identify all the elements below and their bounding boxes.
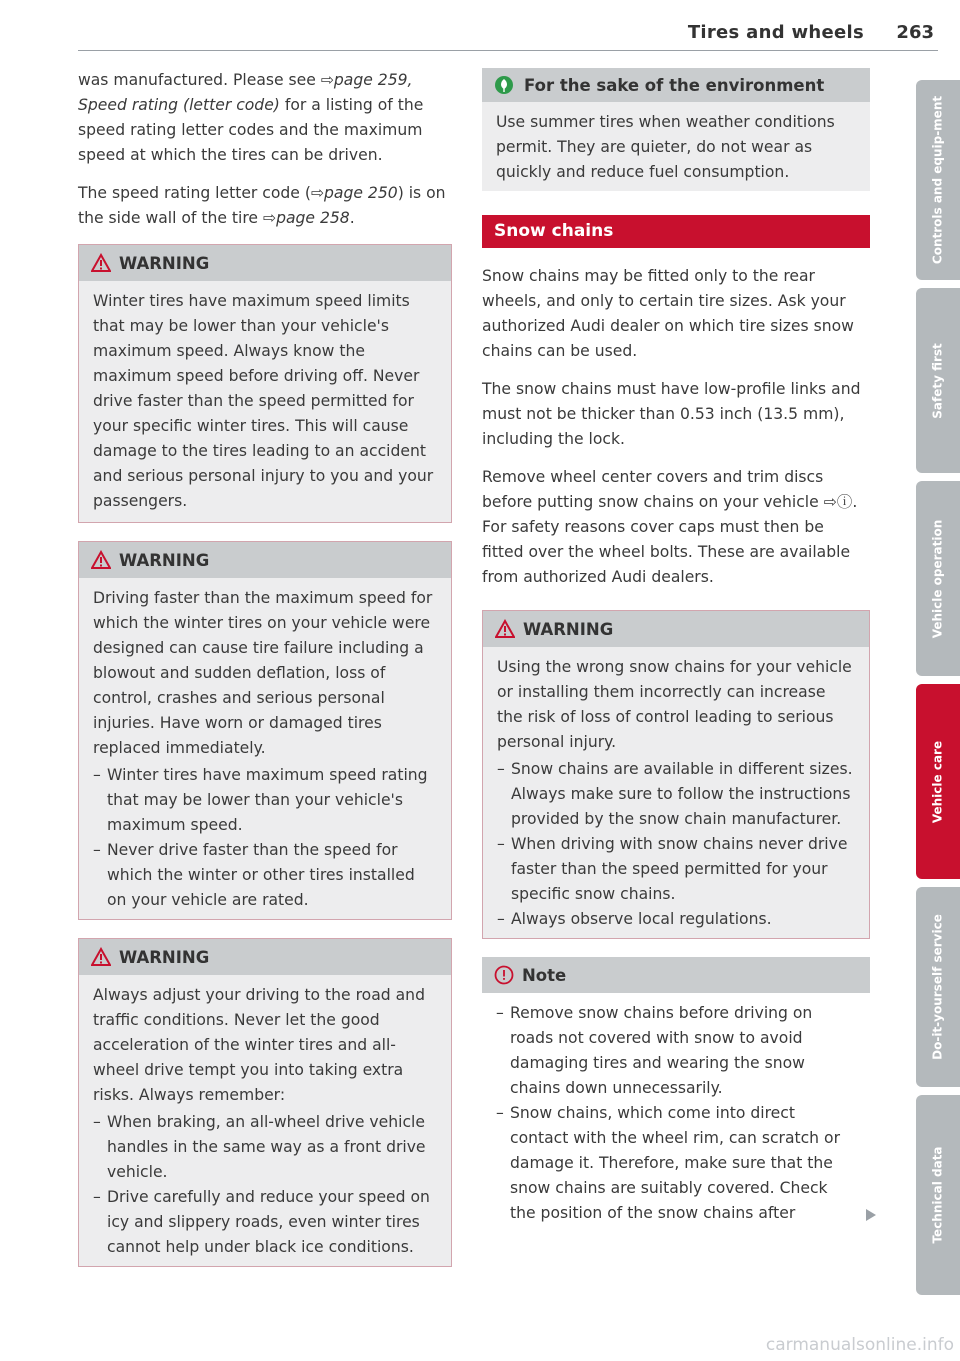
list-item: – Remove snow chains before driving on roads not covered with snow to avoid damaging tires and wearing the snow chains down unnecessarily.	[496, 1004, 813, 1097]
warning-box	[78, 541, 452, 920]
section-heading: Snow chains	[482, 215, 870, 248]
text: was manufactured. Please see	[78, 71, 321, 89]
tab-vehicle-operation[interactable]	[916, 481, 960, 676]
list-item-text: Drive carefully and reduce your speed on icy and slippery roads, even winter tires cannot help under black ice conditions.	[107, 1188, 430, 1256]
tab-technical-data[interactable]	[916, 1095, 960, 1295]
note-reference-link[interactable]: ⇨ⓘ	[823, 493, 853, 511]
watermark: carmanualsonline.info	[765, 1335, 954, 1355]
tab-vehicle-care[interactable]	[916, 684, 960, 879]
note-icon	[494, 965, 514, 985]
list-item: – Snow chains, which come into direct contact with the wheel rim, can scratch or damage it. Therefore, make sure that the snow chains are suitably covered. Check the position of the snow chains after	[496, 1104, 840, 1222]
text: . For safety reasons cover caps must then be fitted over the wheel bolts. These are available from authorized Audi dealers.	[482, 493, 858, 586]
list-item-text: Winter tires have maximum speed rating that may be lower than your vehicle's maximum speed.	[107, 766, 428, 834]
tab-label: Technical data	[930, 1146, 945, 1244]
list-item: – Winter tires have maximum speed rating that may be lower than your vehicle's maximum speed.	[93, 766, 428, 834]
list-item-text: Remove snow chains before driving on roads not covered with snow to avoid damaging tires and wearing the snow chains down unnecessarily.	[510, 1004, 813, 1097]
warning-header	[79, 939, 451, 975]
page-link[interactable]: ⇨page 250	[310, 184, 398, 202]
warning-triangle-icon	[91, 947, 111, 967]
right-column	[482, 68, 870, 1250]
environment-text: Use summer tires when weather conditions permit. They are quieter, do not wear as quickly and reduce fuel consumption.	[496, 113, 835, 181]
text: .	[349, 209, 355, 227]
warning-title: WARNING	[119, 550, 210, 570]
text: for a listing of the speed rating letter codes and the maximum speed at which the tires can be driven.	[78, 96, 424, 164]
warning-title: WARNING	[119, 253, 210, 273]
note-header	[482, 957, 870, 993]
warning-text: Winter tires have maximum speed limits that may be lower than your vehicle's maximum speed. Always know the maximum speed before driving off. Never drive faster than the speed permitted for your specific winter tires. This will cause damage to the tires leading to an accident and serious personal injury to you and your passengers.	[93, 292, 434, 510]
note-title: Note	[522, 965, 567, 985]
list-item: – When braking, an all-wheel drive vehicle handles in the same way as a front drive vehicle.	[93, 1113, 426, 1181]
paragraph	[482, 465, 870, 590]
tab-label: Safety first	[930, 342, 945, 419]
warning-header	[483, 611, 869, 647]
warning-text: Driving faster than the maximum speed for which the winter tires on your vehicle were designed can cause tire failure including a blowout and sudden deflation, loss of control, crashes and serious personal injuries. Have worn or damaged tires replaced immediately.	[93, 589, 433, 757]
list-item: – Snow chains are available in different sizes. Always make sure to follow the instructions provided by the snow chain manufacturer.	[497, 760, 853, 828]
list-item-text: When driving with snow chains never drive faster than the speed permitted for your specific snow chains.	[511, 835, 848, 903]
list-item: – Never drive faster than the speed for which the winter or other tires installed on your vehicle are rated.	[93, 841, 415, 909]
list-item-text: Always observe local regulations.	[511, 910, 772, 928]
tab-do-it-yourself-service[interactable]	[916, 887, 960, 1087]
list-item-text: Snow chains, which come into direct contact with the wheel rim, can scratch or damage it. Therefore, make sure that the snow chains are suitably covered. Check the position of the snow chains after	[510, 1104, 840, 1222]
chapter-sidebar	[916, 80, 960, 1303]
left-column	[78, 68, 452, 1285]
environment-title: For the sake of the environment	[524, 75, 825, 95]
page-number: 263	[896, 22, 934, 43]
header-rule	[78, 50, 938, 51]
warning-triangle-icon	[495, 619, 515, 639]
warning-triangle-icon	[91, 550, 111, 570]
environment-header	[482, 68, 870, 102]
warning-header	[79, 542, 451, 578]
paragraph: Snow chains may be fitted only to the rear wheels, and only to certain tire sizes. Ask your authorized Audi dealer on which tire sizes snow chains can be used.	[482, 267, 854, 360]
page-link[interactable]: ⇨page 259, Speed rating (letter code)	[78, 71, 413, 114]
paragraph	[78, 68, 452, 168]
environment-icon	[494, 75, 514, 95]
text: Remove wheel center covers and trim discs before putting snow chains on your vehicle	[482, 468, 824, 511]
tab-label: Do-it-yourself service	[930, 914, 945, 1060]
continued-arrow-icon	[866, 1209, 876, 1221]
header-section-title: Tires and wheels	[687, 22, 864, 43]
warning-text: Using the wrong snow chains for your vehicle or installing them incorrectly can increase the risk of loss of control leading to serious personal injury.	[497, 658, 852, 751]
list-item: – When driving with snow chains never drive faster than the speed permitted for your specific snow chains.	[497, 835, 848, 903]
paragraph: The snow chains must have low-profile links and must not be thicker than 0.53 inch (13.5 mm), including the lock.	[482, 380, 861, 448]
list-item-text: Never drive faster than the speed for which the winter or other tires installed on your vehicle are rated.	[107, 841, 415, 909]
list-item: – Drive carefully and reduce your speed on icy and slippery roads, even winter tires cannot help under black ice conditions.	[93, 1188, 430, 1256]
warning-header	[79, 245, 451, 281]
text: ) is on the side wall of the tire	[78, 184, 446, 227]
environment-box	[482, 68, 870, 191]
warning-title: WARNING	[523, 619, 614, 639]
note-box	[482, 957, 870, 1232]
warning-title: WARNING	[119, 947, 210, 967]
page-link[interactable]: ⇨page 258	[263, 209, 350, 227]
tab-controls-and-equipment[interactable]	[916, 80, 960, 280]
warning-box	[482, 610, 870, 939]
paragraph	[78, 181, 452, 231]
list-item-text: When braking, an all-wheel drive vehicle handles in the same way as a front drive vehicle.	[107, 1113, 426, 1181]
warning-triangle-icon	[91, 253, 111, 273]
tab-label: Vehicle care	[930, 740, 945, 823]
tab-label: Controls and equip-ment	[930, 95, 945, 265]
text: The speed rating letter code (	[78, 184, 311, 202]
warning-box	[78, 938, 452, 1267]
list-item: – Always observe local regulations.	[497, 910, 772, 928]
warning-box	[78, 244, 452, 523]
tab-safety-first[interactable]	[916, 288, 960, 473]
list-item-text: Snow chains are available in different sizes. Always make sure to follow the instructions provided by the snow chain manufacturer.	[511, 760, 853, 828]
tab-label: Vehicle operation	[930, 519, 945, 638]
warning-text: Always adjust your driving to the road and traffic conditions. Never let the good acceleration of the winter tires and all-wheel drive tempt you into taking extra risks. Always remember:	[93, 986, 425, 1104]
